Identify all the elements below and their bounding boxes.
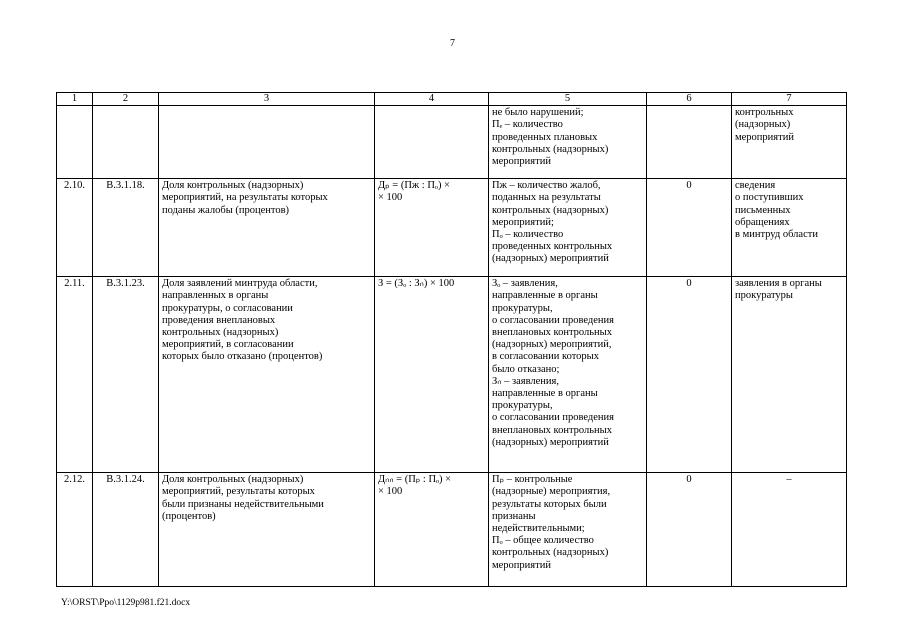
description-cell xyxy=(489,179,647,277)
description-cell xyxy=(489,106,647,179)
row-number-cell: 2.12. xyxy=(57,473,93,587)
name-line: поданы жалобы (процентов) xyxy=(162,204,290,216)
description-line: (надзорных) мероприятий, xyxy=(492,339,612,351)
name-line: мероприятий, на результаты которых xyxy=(162,192,328,204)
description-line: Зₙ – заявления, xyxy=(492,375,559,387)
name-line: которых было отказано (процентов) xyxy=(162,351,323,363)
value-cell: 0 xyxy=(647,277,732,473)
name-line: мероприятий, в согласовании xyxy=(162,339,294,351)
description-line: контрольных (надзорных) xyxy=(492,143,609,155)
indicator-code-cell: В.3.1.18. xyxy=(93,179,159,277)
file-path-footer: Y:\ORST\Ppo\1129p981.f21.docx xyxy=(61,598,191,608)
description-line: о согласовании проведения xyxy=(492,314,614,326)
value-cell: 0 xyxy=(647,179,732,277)
source-line: – xyxy=(786,474,792,486)
name-line: мероприятий, результаты которых xyxy=(162,486,315,498)
row-number-cell: 2.10. xyxy=(57,179,93,277)
source-line: о поступивших xyxy=(735,192,804,204)
header-cell: 5 xyxy=(489,93,647,106)
name-line: проведения внеплановых xyxy=(162,314,276,326)
header-cell: 3 xyxy=(159,93,375,106)
description-line: направленные в органы xyxy=(492,290,598,302)
description-line: мероприятий xyxy=(492,559,551,571)
page-number: 7 xyxy=(450,38,455,49)
row-number-cell xyxy=(57,106,93,179)
header-cell: 1 xyxy=(57,93,93,106)
formula-cell xyxy=(375,277,489,473)
source-cell xyxy=(732,473,847,587)
indicators-table xyxy=(56,92,847,587)
indicator-name-cell xyxy=(159,277,375,473)
name-line: (процентов) xyxy=(162,510,216,522)
table-header-row xyxy=(57,93,847,106)
description-line: Зₒ – заявления, xyxy=(492,278,558,290)
description-line: мероприятий; xyxy=(492,216,554,228)
indicator-code-cell: В.3.1.24. xyxy=(93,473,159,587)
description-line: признаны xyxy=(492,510,536,522)
description-line: проведенных контрольных xyxy=(492,241,613,253)
source-line: (надзорных) xyxy=(735,119,791,131)
description-line: контрольных (надзорных) xyxy=(492,204,609,216)
description-line: проведенных плановых xyxy=(492,131,598,143)
name-line: были признаны недействительными xyxy=(162,498,324,510)
description-line: в согласовании которых xyxy=(492,351,599,363)
row-number-cell: 2.11. xyxy=(57,277,93,473)
table-row xyxy=(57,277,847,473)
description-line: было отказано; xyxy=(492,363,560,375)
formula-line: Дₙₙ = (Пₚ : Пₒ) × xyxy=(378,474,452,486)
source-line: сведения xyxy=(735,180,776,192)
description-cell xyxy=(489,277,647,473)
formula-line: Дₚ = (Пж : Пₒ) × xyxy=(378,180,450,192)
description-line: прокуратуры, xyxy=(492,302,553,314)
source-line: обращениях xyxy=(735,216,790,228)
value-cell xyxy=(647,106,732,179)
description-line: Пₒ – общее количество xyxy=(492,535,594,547)
indicator-code-cell xyxy=(93,106,159,179)
formula-line: × 100 xyxy=(378,192,403,204)
description-line: прокуратуры, xyxy=(492,400,553,412)
formula-cell xyxy=(375,179,489,277)
description-line: Пₚ – контрольные xyxy=(492,474,573,486)
formula-cell xyxy=(375,473,489,587)
header-cell: 6 xyxy=(647,93,732,106)
description-line: (надзорных) мероприятий xyxy=(492,436,609,448)
description-cell xyxy=(489,473,647,587)
source-line: мероприятий xyxy=(735,131,794,143)
description-line: Пₒ – количество xyxy=(492,229,564,241)
description-line: (надзорных) мероприятий xyxy=(492,253,609,265)
value-cell: 0 xyxy=(647,473,732,587)
source-line: контрольных xyxy=(735,107,794,119)
description-line: о согласовании проведения xyxy=(492,412,614,424)
source-line: в минтруд области xyxy=(735,229,818,241)
table-row xyxy=(57,106,847,179)
name-line: Доля контрольных (надзорных) xyxy=(162,474,304,486)
description-line: направленные в органы xyxy=(492,388,598,400)
description-line: Пₑ – количество xyxy=(492,119,563,131)
description-line: контрольных (надзорных) xyxy=(492,547,609,559)
description-line: не было нарушений; xyxy=(492,107,584,119)
indicator-name-cell xyxy=(159,179,375,277)
source-line: письменных xyxy=(735,204,791,216)
description-line: внеплановых контрольных xyxy=(492,327,612,339)
formula-line: З = (Зₒ : Зₙ) × 100 xyxy=(378,278,455,290)
formula-line: × 100 xyxy=(378,486,403,498)
source-line: заявления в органы xyxy=(735,278,822,290)
description-line: внеплановых контрольных xyxy=(492,424,612,436)
table-row xyxy=(57,473,847,587)
source-cell xyxy=(732,277,847,473)
indicator-name-cell xyxy=(159,473,375,587)
name-line: контрольных (надзорных) xyxy=(162,327,279,339)
description-line: недействительными; xyxy=(492,523,585,535)
source-cell xyxy=(732,179,847,277)
indicator-name-cell xyxy=(159,106,375,179)
header-cell: 4 xyxy=(375,93,489,106)
table-row xyxy=(57,179,847,277)
name-line: направленных в органы xyxy=(162,290,269,302)
name-line: Доля заявлений минтруда области, xyxy=(162,278,318,290)
name-line: прокуратуры, о согласовании xyxy=(162,302,293,314)
source-line: прокуратуры xyxy=(735,290,793,302)
header-cell: 2 xyxy=(93,93,159,106)
indicator-code-cell: В.3.1.23. xyxy=(93,277,159,473)
name-line: Доля контрольных (надзорных) xyxy=(162,180,304,192)
header-cell: 7 xyxy=(732,93,847,106)
description-line: поданных на результаты xyxy=(492,192,601,204)
description-line: Пж – количество жалоб, xyxy=(492,180,601,192)
source-cell xyxy=(732,106,847,179)
formula-cell xyxy=(375,106,489,179)
description-line: мероприятий xyxy=(492,156,551,168)
description-line: результаты которых были xyxy=(492,498,607,510)
description-line: (надзорные) мероприятия, xyxy=(492,486,611,498)
